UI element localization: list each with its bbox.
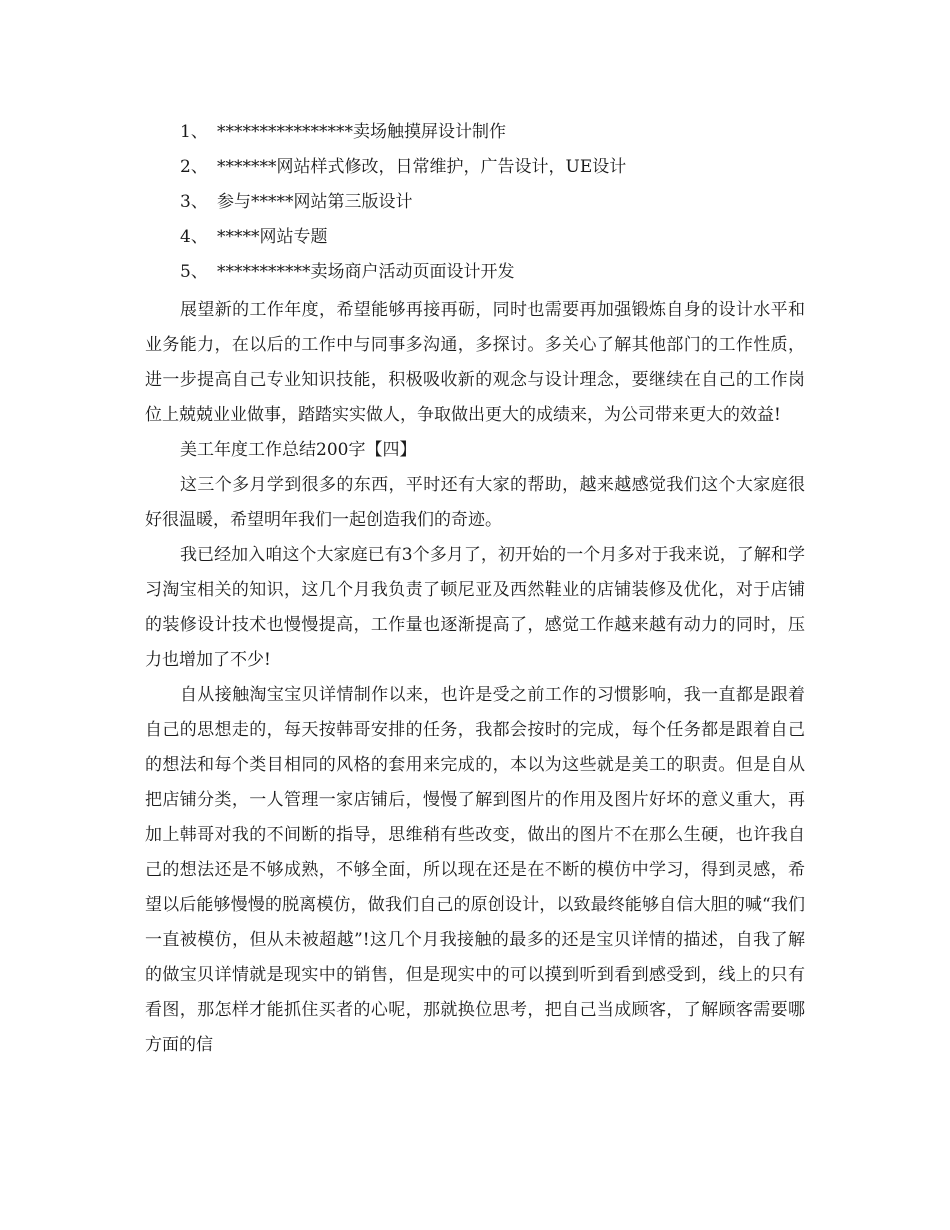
list-item-number: 4、 — [180, 227, 208, 247]
list-item-text: *******网站样式修改，日常维护，广告设计，UE设计 — [217, 157, 627, 177]
work-item-list — [180, 118, 820, 293]
list-item — [180, 153, 820, 188]
list-item-number: 5、 — [180, 262, 208, 282]
list-item-text: 参与*****网站第三版设计 — [217, 192, 413, 212]
list-item-number: 2、 — [180, 157, 208, 177]
body-paragraph: 这三个多月学到很多的东西，平时还有大家的帮助，越来越感觉我们这个大家庭很好很温暖，希望明年我们一起创造我们的奇迹。 — [145, 475, 805, 530]
list-item-text: ****************卖场触摸屏设计制作 — [217, 122, 506, 142]
section-heading: 美工年度工作总结200字【四】 — [180, 440, 417, 460]
list-item — [180, 118, 820, 153]
list-item-text: ***********卖场商户活动页面设计开发 — [217, 262, 515, 282]
outlook-paragraph: 展望新的工作年度，希望能够再接再砺，同时也需要再加强锻炼自身的设计水平和业务能力，在以后的工作中与同事多沟通，多探讨。多关心了解其他部门的工作性质，进一步提高自己专业知识技能，积极吸收新的观念与设计理念，要继续在自己的工作岗位上兢兢业业做事，踏踏实实做人，争取做出更大的成绩来，为公司带来更大的效益! — [145, 300, 805, 425]
list-item-number: 3、 — [180, 192, 208, 212]
document-body — [145, 293, 805, 1063]
list-item — [180, 223, 820, 258]
list-item — [180, 188, 820, 223]
body-paragraph: 自从接触淘宝宝贝详情制作以来，也许是受之前工作的习惯影响，我一直都是跟着自己的思想走的，每天按韩哥安排的任务，我都会按时的完成，每个任务都是跟着自己的想法和每个类目相同的风格的套用来完成的，本以为这些就是美工的职责。但是自从把店铺分类，一人管理一家店铺后，慢慢了解到图片的作用及图片好坏的意义重大，再加上韩哥对我的不间断的指导，思维稍有些改变，做出的图片不在那么生硬，也许我自己的想法还是不够成熟，不够全面，所以现在还是在不断的模仿中学习，得到灵感，希望以后能够慢慢的脱离模仿，做我们自己的原创设计，以致最终能够自信大胆的喊“我们一直被模仿，但从未被超越”!这几个月我接触的最多的还是宝贝详情的描述，自我了解的做宝贝详情就是现实中的销售，但是现实中的可以摸到听到看到感受到，线上的只有看图，那怎样才能抓住买者的心呢，那就换位思考，把自己当成顾客，了解顾客需要哪方面的信 — [145, 685, 805, 1055]
list-item — [180, 258, 820, 293]
body-paragraph: 我已经加入咱这个大家庭已有3个多月了，初开始的一个月多对于我来说，了解和学习淘宝相关的知识，这几个月我负责了顿尼亚及西然鞋业的店铺装修及优化，对于店铺的装修设计技术也慢慢提高，工作量也逐渐提高了，感觉工作越来越有动力的同时，压力也增加了不少! — [145, 545, 805, 670]
list-item-number: 1、 — [180, 122, 208, 142]
list-item-text: *****网站专题 — [217, 227, 328, 247]
